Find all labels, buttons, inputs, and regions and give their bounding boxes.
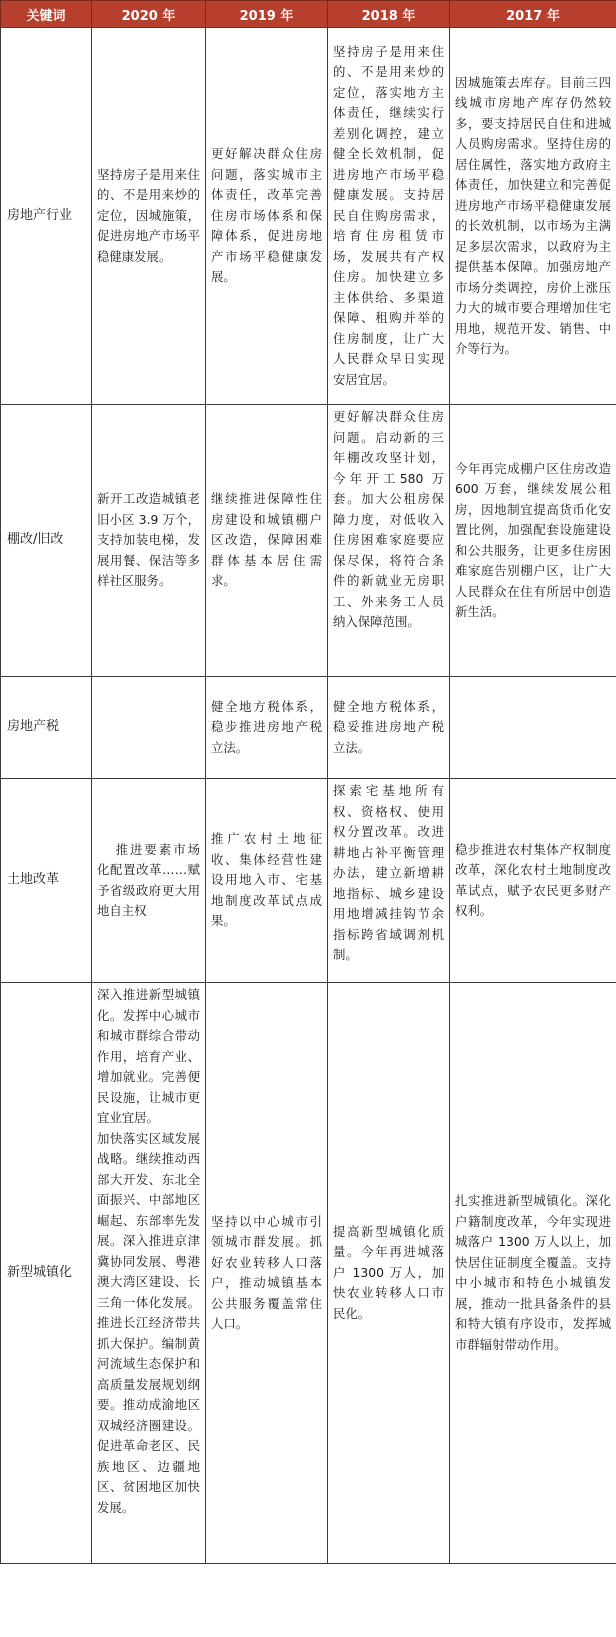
cell-2017: 因城施策去库存。目前三四线城市房地产库存仍然较多，要支持居民自住和进城人员购房需求。坚持住房的居住属性，落实地方政府主体责任，加快建立和完善促进房地产市场平稳健康发展的长效机制，以市场为主满足多层次需求，以政府为主提供基本保障。加强房地产市场分类调控，房价上涨压力大的城市要合理增加住宅用地，规范开发、销售、中介等行为。 <box>450 28 616 405</box>
cell-2019: 推广农村土地征收、集体经营性建设用地入市、宅基地制度改革试点成果。 <box>206 779 328 983</box>
cell-2017: 扎实推进新型城镇化。深化户籍制度改革，今年实现进城落户 1300 万人以上，加快居住证制度全覆盖。支持中小城市和特色小城镇发展，推动一批具备条件的县和特大镇有序设市，发挥城市群辐射带动作用。 <box>450 983 616 1564</box>
keyword-cell: 房地产税 <box>1 677 92 779</box>
cell-2018: 更好解决群众住房问题。启动新的三年棚改攻坚计划，今年开工580 万套。加大公租房保障力度，对低收入住房困难家庭要应保尽保，将符合条件的新就业无房职工、外来务工人员纳入保障范围。 <box>328 405 450 677</box>
keyword-cell: 房地产行业 <box>1 28 92 405</box>
header-2018: 2018 年 <box>328 1 450 28</box>
cell-2018: 健全地方税体系，稳妥推进房地产税立法。 <box>328 677 450 779</box>
cell-2017: 今年再完成棚户区住房改造 600 万套，继续发展公租房，因地制宜提高货币化安置比例，加强配套设施建设和公共服务，让更多住房困难家庭告别棚户区，让广大人民群众在住有所居中创造新生活。 <box>450 405 616 677</box>
cell-2019: 坚持以中心城市引领城市群发展。抓好农业转移人口落户，推动城镇基本公共服务覆盖常住人口。 <box>206 983 328 1564</box>
header-2019: 2019 年 <box>206 1 328 28</box>
cell-2018: 坚持房子是用来住的、不是用来炒的定位，落实地方主体责任，继续实行差别化调控，建立健全长效机制，促进房地产市场平稳健康发展。支持居民自住购房需求，培育住房租赁市场，发展共有产权住房。加快建立多主体供给、多渠道保障、租购并举的住房制度，让广大人民群众早日实现安居宜居。 <box>328 28 450 405</box>
cell-2020: 新开工改造城镇老旧小区 3.9 万个，支持加装电梯，发展用餐、保洁等多样社区服务。 <box>92 405 206 677</box>
table-row <box>1 28 616 405</box>
cell-2019: 健全地方税体系，稳步推进房地产税立法。 <box>206 677 328 779</box>
keyword-cell: 棚改/旧改 <box>1 405 92 677</box>
table-row <box>1 779 616 983</box>
header-keyword: 关键词 <box>1 1 92 28</box>
cell-2020: 深入推进新型城镇化。发挥中心城市和城市群综合带动作用，培育产业、增加就业。完善便民设施，让城市更宜业宜居。 加快落实区域发展战略。继续推动西部大开发、东北全面振兴、中部地区崛起、东部率先发展。深入推进京津冀协同发展、粤港澳大湾区建设、长三角一体化发展。推进长江经济带共抓大保护。编制黄河流域生态保护和高质量发展规划纲要。推动成渝地区双城经济圈建设。促进革命老区、民族地区、边疆地区、贫困地区加快发展。 <box>92 983 206 1564</box>
table-row <box>1 677 616 779</box>
cell-2020: 推进要素市场化配置改革……赋予省级政府更大用地自主权 <box>92 779 206 983</box>
table-row <box>1 405 616 677</box>
cell-2019: 继续推进保障性住房建设和城镇棚户区改造，保障困难群体基本居住需求。 <box>206 405 328 677</box>
keyword-cell: 土地改革 <box>1 779 92 983</box>
cell-2020: 坚持房子是用来住的、不是用来炒的定位，因城施策，促进房地产市场平稳健康发展。 <box>92 28 206 405</box>
header-2020: 2020 年 <box>92 1 206 28</box>
cell-2020 <box>92 677 206 779</box>
keyword-cell: 新型城镇化 <box>1 983 92 1564</box>
table-row <box>1 983 616 1564</box>
cell-2019: 更好解决群众住房问题，落实城市主体责任，改革完善住房市场体系和保障体系，促进房地产市场平稳健康发展。 <box>206 28 328 405</box>
cell-2018: 探索宅基地所有权、资格权、使用权分置改革。改进耕地占补平衡管理办法，建立新增耕地指标、城乡建设用地增减挂钩节余指标跨省域调剂机制。 <box>328 779 450 983</box>
header-2017: 2017 年 <box>450 1 616 28</box>
cell-2018: 提高新型城镇化质量。今年再进城落户 1300 万人，加快农业转移人口市民化。 <box>328 983 450 1564</box>
header-row <box>1 1 616 28</box>
cell-2017 <box>450 677 616 779</box>
cell-2017: 稳步推进农村集体产权制度改革，深化农村土地制度改革试点，赋予农民更多财产权利。 <box>450 779 616 983</box>
